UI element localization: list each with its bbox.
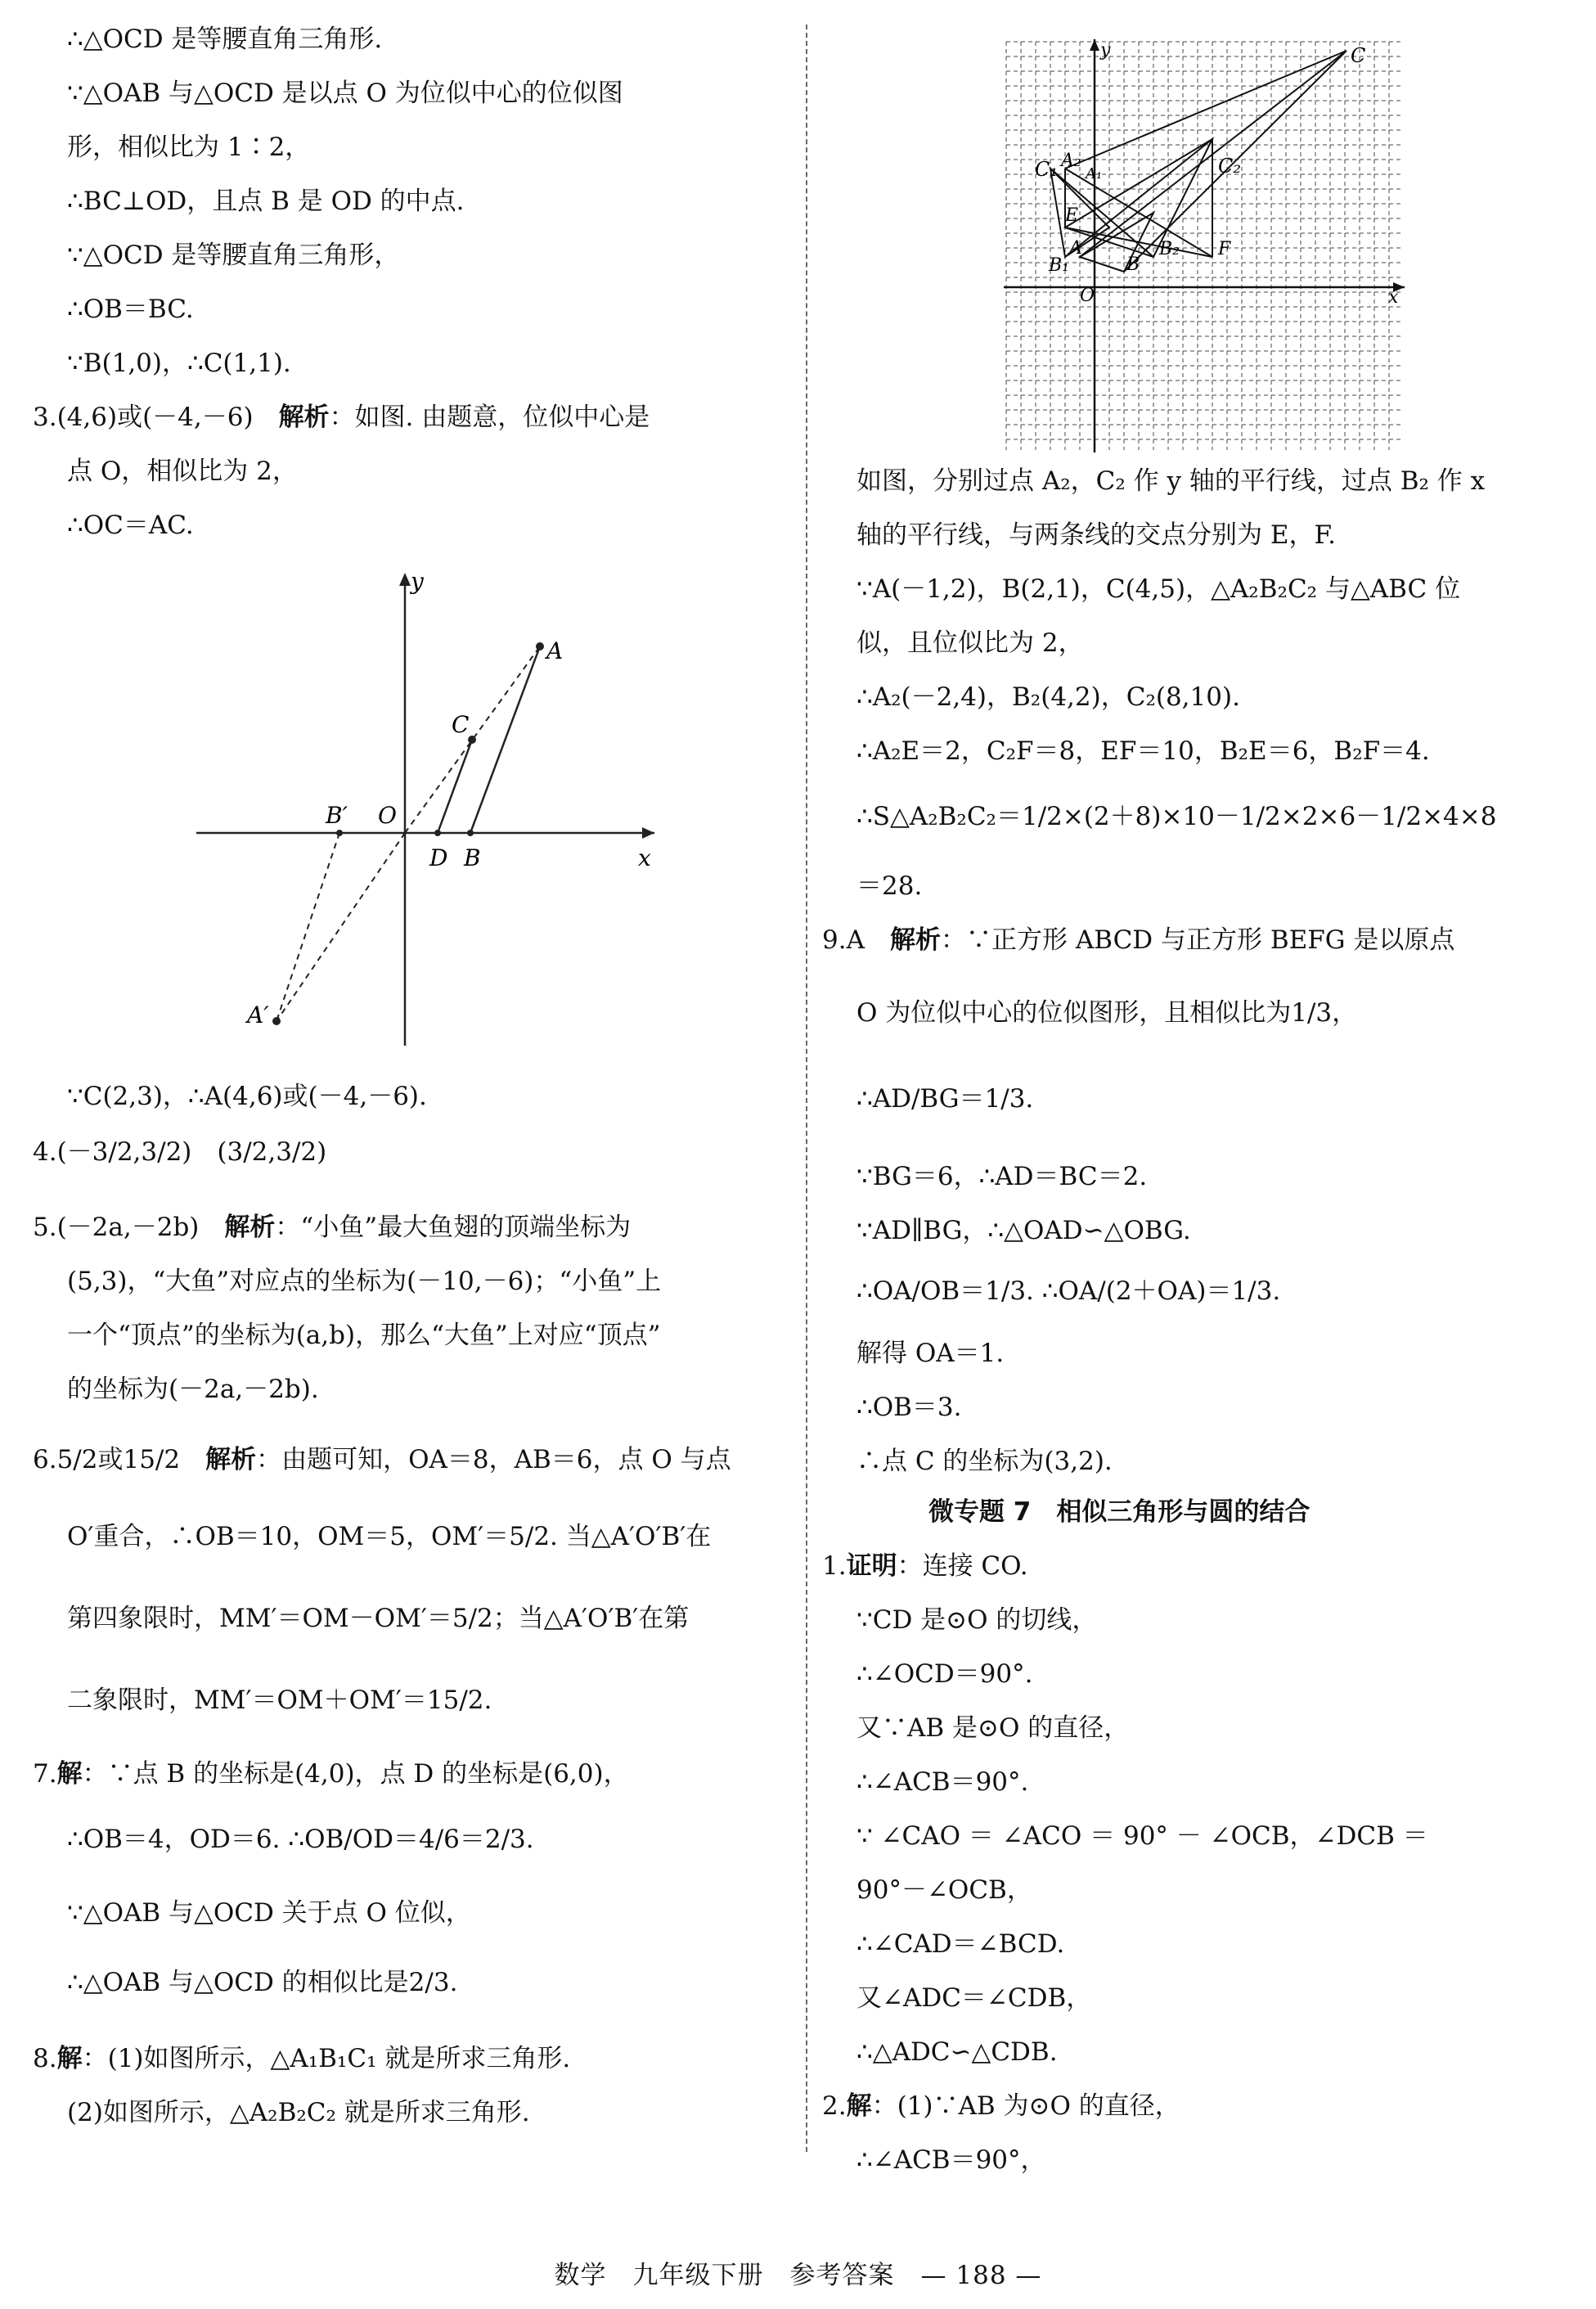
- number: 8.: [33, 2044, 57, 2073]
- text-line: 点 O，相似比为 2，: [67, 457, 298, 486]
- label-A: A: [546, 637, 564, 664]
- analysis-label: 解析: [889, 925, 941, 955]
- text-line: 二象限时，MM′＝OM＋OM′＝15/2.: [67, 1686, 492, 1715]
- text-line: ∴BC⊥OD，且点 B 是 OD 的中点.: [67, 187, 465, 216]
- text-line: ＝28.: [856, 871, 923, 901]
- text-line: O 为位似中心的位似图形，且相似比为1/3，: [856, 998, 1358, 1028]
- answer-value: 3.(4,6)或(－4,－6): [33, 403, 254, 432]
- text-line: 如图，分别过点 A₂，C₂ 作 y 轴的平行线，过点 B₂ 作 x: [856, 466, 1486, 496]
- text-line: ∴OB＝BC.: [67, 295, 194, 324]
- text-line: ∴△OAB 与△OCD 的相似比是2/3.: [67, 1968, 458, 1997]
- label-A2: A₂: [1061, 151, 1081, 171]
- label-y: y: [411, 568, 424, 595]
- dashed-line-BpAp: [276, 833, 339, 1021]
- text-line: ∴S△A₂B₂C₂＝1/2×(2＋8)×10－1/2×2×6－1/2×4×8: [856, 802, 1497, 831]
- text-line: ∴OB＝3.: [856, 1393, 962, 1422]
- analysis-label: 解析: [278, 403, 330, 432]
- point-A: [536, 642, 544, 650]
- text-line: ∴A₂E＝2，C₂F＝8，EF＝10，B₂E＝6，B₂F＝4.: [856, 736, 1430, 766]
- number: 2.: [822, 2091, 847, 2121]
- label-Bp: B′: [326, 802, 348, 829]
- text-line: ∴∠ACB＝90°，: [856, 2145, 1046, 2175]
- text: ：由题可知，OA＝8，AB＝6，点 O 与点: [256, 1445, 731, 1474]
- answer-9: [822, 924, 1454, 956]
- label-B1: B₁: [1049, 255, 1069, 276]
- proof-label: 证明: [846, 1551, 897, 1581]
- text-line: ∵BG＝6，∴AD＝BC＝2.: [856, 1162, 1148, 1191]
- answer-3: [33, 401, 650, 434]
- text: ：∵正方形 ABCD 与正方形 BEFG 是以原点: [940, 925, 1455, 955]
- text-line: ∵B(1,0)，∴C(1,1).: [67, 349, 291, 378]
- text-line: 似，且位似比为 2，: [856, 628, 1084, 658]
- solution-label: 解: [56, 1759, 83, 1789]
- number: 7.: [33, 1759, 57, 1789]
- figure-q3: [196, 563, 663, 1054]
- text-line: ∵△OAB 与△OCD 关于点 O 位似，: [67, 1898, 471, 1928]
- label-F: F: [1218, 239, 1231, 259]
- text-line: ∵C(2,3)，∴A(4,6)或(－4,－6).: [67, 1082, 427, 1111]
- text-line: ∴OC＝AC.: [67, 511, 194, 540]
- text: ：(1)∵AB 为⊙O 的直径，: [871, 2091, 1180, 2121]
- section-title: 微专题 7 相似三角形与圆的结合: [928, 1497, 1311, 1527]
- text-line: 又∵AB 是⊙O 的直径，: [856, 1713, 1130, 1743]
- text-line: ∴AD/BG＝1/3.: [856, 1084, 1034, 1114]
- text-line: ∴点 C 的坐标为(3,2).: [856, 1447, 1113, 1476]
- proof-1: [822, 1550, 1028, 1582]
- answer-7: [33, 1758, 629, 1790]
- text-line: ∴△OCD 是等腰直角三角形.: [67, 25, 383, 54]
- label-D: D: [429, 844, 448, 871]
- page-footer: 数学 九年级下册 参考答案 — 188 —: [554, 2261, 1042, 2290]
- figure-q8-grid: [1004, 39, 1405, 452]
- text: ：∵点 B 的坐标是(4,0)，点 D 的坐标是(6,0)，: [82, 1759, 629, 1789]
- column-divider: [806, 25, 807, 2152]
- text-line: ∵AD∥BG，∴△OAD∽△OBG.: [856, 1216, 1191, 1245]
- point-Bp: [336, 830, 343, 836]
- label-A1: A₁: [1086, 165, 1103, 182]
- answer-8: [33, 2042, 570, 2075]
- y-arrow-icon: [399, 573, 411, 586]
- text: ：如图. 由题意，位似中心是: [329, 403, 650, 432]
- text-line: 一个“顶点”的坐标为(a,b)，那么“大鱼”上对应“顶点”: [67, 1321, 661, 1350]
- text-line: O′重合，∴OB＝10，OM＝5，OM′＝5/2. 当△A′O′B′在: [67, 1522, 712, 1551]
- label-E: E: [1065, 205, 1079, 226]
- x-arrow-icon: [642, 827, 654, 839]
- text-line: ∵A(－1,2)，B(2,1)，C(4,5)，△A₂B₂C₂ 与△ABC 位: [856, 574, 1461, 604]
- label-O: O: [1080, 286, 1095, 306]
- grid: [1006, 42, 1402, 450]
- solution-label: 解: [846, 2091, 872, 2121]
- dashed-line-OAp: [276, 833, 405, 1021]
- label-C: C: [452, 711, 470, 738]
- point-Ap: [272, 1017, 281, 1025]
- answer-value: 5.(－2a,－2b): [33, 1213, 200, 1242]
- text-line: ∴∠CAD＝∠BCD.: [856, 1929, 1065, 1959]
- text: ：连接 CO.: [897, 1551, 1028, 1581]
- text-line: ∵CD 是⊙O 的切线，: [856, 1605, 1098, 1635]
- segment-BA: [470, 646, 540, 833]
- answer-5: [33, 1211, 631, 1244]
- text: ：(1)如图所示，△A₁B₁C₁ 就是所求三角形.: [82, 2044, 571, 2073]
- text-line: ∵ ∠CAO ＝ ∠ACO ＝ 90° － ∠OCB，∠DCB ＝: [856, 1821, 1428, 1851]
- text-line: 轴的平行线，与两条线的交点分别为 E，F.: [856, 520, 1337, 550]
- text-line: (2)如图所示，△A₂B₂C₂ 就是所求三角形.: [67, 2098, 530, 2127]
- solution-label: 解: [56, 2044, 83, 2073]
- text-line: ∴A₂(－2,4)，B₂(4,2)，C₂(8,10).: [856, 682, 1240, 712]
- answer-value: 6.5/2或15/2: [33, 1445, 181, 1474]
- text-line: ∴∠ACB＝90°.: [856, 1767, 1029, 1797]
- text-line: 第四象限时，MM′＝OM－OM′＝5/2；当△A′O′B′在第: [67, 1604, 690, 1633]
- label-C2: C₂: [1218, 155, 1241, 178]
- text-line: 解得 OA＝1.: [856, 1339, 1005, 1368]
- text-line: ∵△OAB 与△OCD 是以点 O 为位似中心的位似图: [67, 79, 623, 108]
- label-B: B: [1126, 254, 1140, 275]
- text-line: ∴∠OCD＝90°.: [856, 1659, 1033, 1689]
- segment-DC: [438, 740, 472, 833]
- point-C: [468, 736, 476, 744]
- point-B: [467, 830, 474, 836]
- analysis-label: 解析: [224, 1213, 276, 1242]
- y-arrow-icon: [1090, 39, 1099, 51]
- text-line: 的坐标为(－2a,－2b).: [67, 1375, 319, 1404]
- text-line: ∴OA/OB＝1/3. ∴OA/(2＋OA)＝1/3.: [856, 1276, 1281, 1306]
- label-C-top: C: [1351, 44, 1366, 67]
- text-line: 90°－∠OCB，: [856, 1875, 1032, 1905]
- label-x: x: [638, 844, 651, 871]
- label-C1: C₁: [1035, 158, 1058, 181]
- answer-2: [822, 2090, 1180, 2122]
- label-A: A: [1069, 238, 1082, 259]
- answer-6: [33, 1443, 731, 1476]
- label-y: y: [1100, 40, 1111, 61]
- point-D: [434, 830, 441, 836]
- text-line: (5,3)，“大鱼”对应点的坐标为(－10,－6)；“小鱼”上: [67, 1267, 662, 1296]
- number: 1.: [822, 1551, 847, 1581]
- text-line: ∴△ADC∽△CDB.: [856, 2037, 1058, 2067]
- text: ：“小鱼”最大鱼翅的顶端坐标为: [275, 1213, 632, 1242]
- analysis-label: 解析: [205, 1445, 257, 1474]
- label-Ap: A′: [247, 1001, 269, 1028]
- label-x: x: [1388, 287, 1399, 308]
- text-line: 形，相似比为 1∶2，: [67, 133, 311, 162]
- text-line: 又∠ADC＝∠CDB，: [856, 1983, 1092, 2013]
- label-O: O: [378, 802, 397, 829]
- text-line: ∴OB＝4，OD＝6. ∴OB/OD＝4/6＝2/3.: [67, 1825, 534, 1854]
- answer-value: 9.A: [822, 925, 865, 955]
- text-line: ∵△OCD 是等腰直角三角形，: [67, 241, 400, 270]
- label-B: B: [464, 844, 481, 871]
- label-B2: B₂: [1159, 239, 1180, 259]
- line-B1-C2: [1065, 139, 1212, 257]
- answer-4: 4.(－3/2,3/2) (3/2,3/2): [33, 1137, 327, 1167]
